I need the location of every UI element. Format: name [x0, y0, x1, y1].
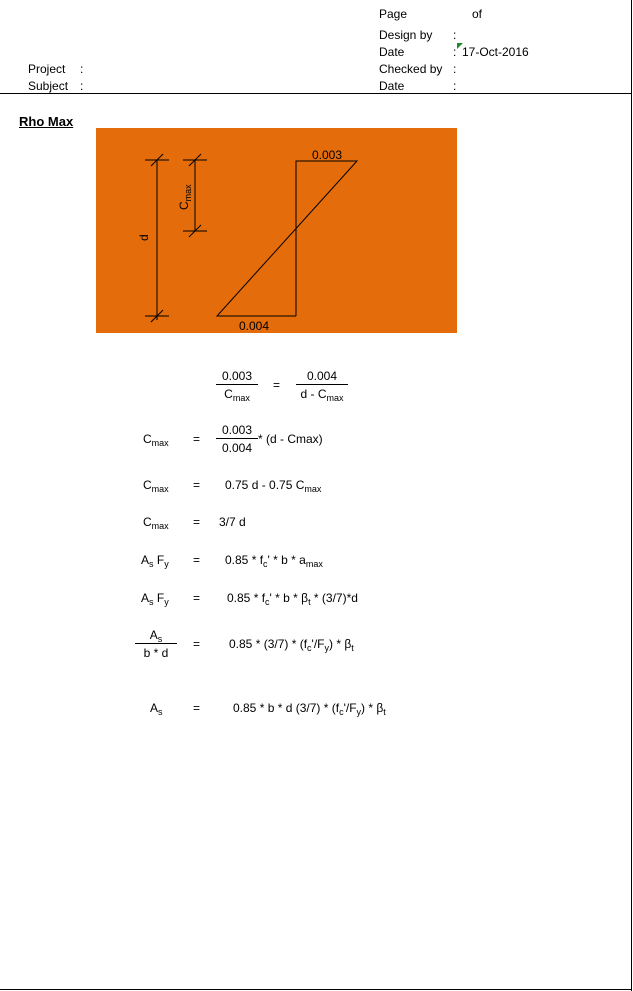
- eq6-equals: =: [193, 591, 201, 605]
- top-strain-label: 0.003: [312, 148, 343, 162]
- date-label: Date: [379, 45, 405, 59]
- eq2-lhs: $C_{max}$: [143, 432, 169, 448]
- eq8-rhs: 0.85 * b * d $(3/7) * (f_c'/F_y) * \beta_t$: [233, 701, 386, 717]
- eq3-lhs: $C_{max}$: [143, 478, 169, 494]
- strain-diagram-svg: [96, 128, 457, 333]
- eq5-lhs: $A_s$ $F_y$: [141, 553, 169, 569]
- eq7-rhs: $0.85 * (3/7) * (f_c'/F_y) * \beta_t$: [229, 637, 354, 653]
- eq2-denominator: 0.004: [221, 441, 253, 455]
- eq2-numerator: 0.003: [221, 423, 253, 437]
- eq4-lhs: $C_{max}$: [143, 515, 169, 531]
- design-by-colon: :: [453, 28, 457, 42]
- date2-label: Date: [379, 79, 405, 93]
- eq1-rhs-numerator: 0.004: [306, 369, 338, 383]
- eq1-lhs-bar: [216, 384, 258, 385]
- page-bottom-border: [0, 989, 632, 990]
- eq2-rest: * (d - Cmax): [258, 432, 323, 446]
- d-label: d: [137, 234, 151, 241]
- eq4-equals: =: [193, 515, 201, 529]
- eq1-lhs-fraction: [216, 369, 258, 401]
- eq2-equals: =: [193, 432, 201, 446]
- page-label: Page: [379, 7, 408, 21]
- date-colon: :: [453, 45, 457, 59]
- eq1-rhs-denominator: d - $C_{max}$: [300, 387, 344, 403]
- eq2-fraction: [216, 423, 258, 455]
- eq1-equals: =: [273, 378, 281, 392]
- eq7-equals: =: [193, 637, 201, 651]
- eq1-rhs-bar: [296, 384, 348, 385]
- eq7-fraction: [135, 628, 177, 660]
- date2-colon: :: [453, 79, 457, 93]
- eq6-lhs: $A_s$ $F_y$: [141, 591, 169, 607]
- eq7-numerator: $A_s$: [149, 628, 163, 644]
- eq8-lhs: $A_s$: [150, 701, 163, 717]
- eq3-rhs: 0.75 d - 0.75 $C_{max}$: [225, 478, 322, 494]
- of-label: of: [472, 7, 483, 21]
- eq7-bar: [135, 643, 177, 644]
- eq8-equals: =: [193, 701, 201, 715]
- subject-label: Subject: [28, 79, 69, 93]
- design-by-label: Design by: [379, 28, 433, 42]
- eq7-denominator: b * d: [143, 646, 169, 660]
- project-label: Project: [28, 62, 66, 76]
- eq4-rhs: 3/7 d: [219, 515, 246, 529]
- eq2-bar: [216, 438, 258, 439]
- project-colon: :: [80, 62, 84, 76]
- bottom-strain-label: 0.004: [239, 319, 270, 333]
- date-value[interactable]: 17-Oct-2016: [462, 45, 529, 59]
- eq3-equals: =: [193, 478, 201, 492]
- eq6-rhs: $0.85 * f_c'$ * b * $\beta_t * (3/7)*d$: [227, 591, 358, 607]
- eq5-rhs: $0.85 * f_c'$ * b * $a_{max}$: [225, 553, 323, 569]
- eq1-lhs-numerator: 0.003: [221, 369, 253, 383]
- subject-colon: :: [80, 79, 84, 93]
- eq5-equals: =: [193, 553, 201, 567]
- header-divider: [0, 93, 632, 94]
- checked-by-colon: :: [453, 62, 457, 76]
- diagram-background: [96, 128, 457, 333]
- checked-by-label: Checked by: [379, 62, 443, 76]
- eq1-rhs-fraction: [296, 369, 348, 401]
- eq1-lhs-denominator: $C_{max}$: [224, 387, 250, 403]
- cmax-label: $C_{max}$: [177, 184, 193, 210]
- section-title: Rho Max: [19, 114, 74, 129]
- page-right-border: [631, 0, 632, 991]
- strain-diagram: [96, 128, 457, 333]
